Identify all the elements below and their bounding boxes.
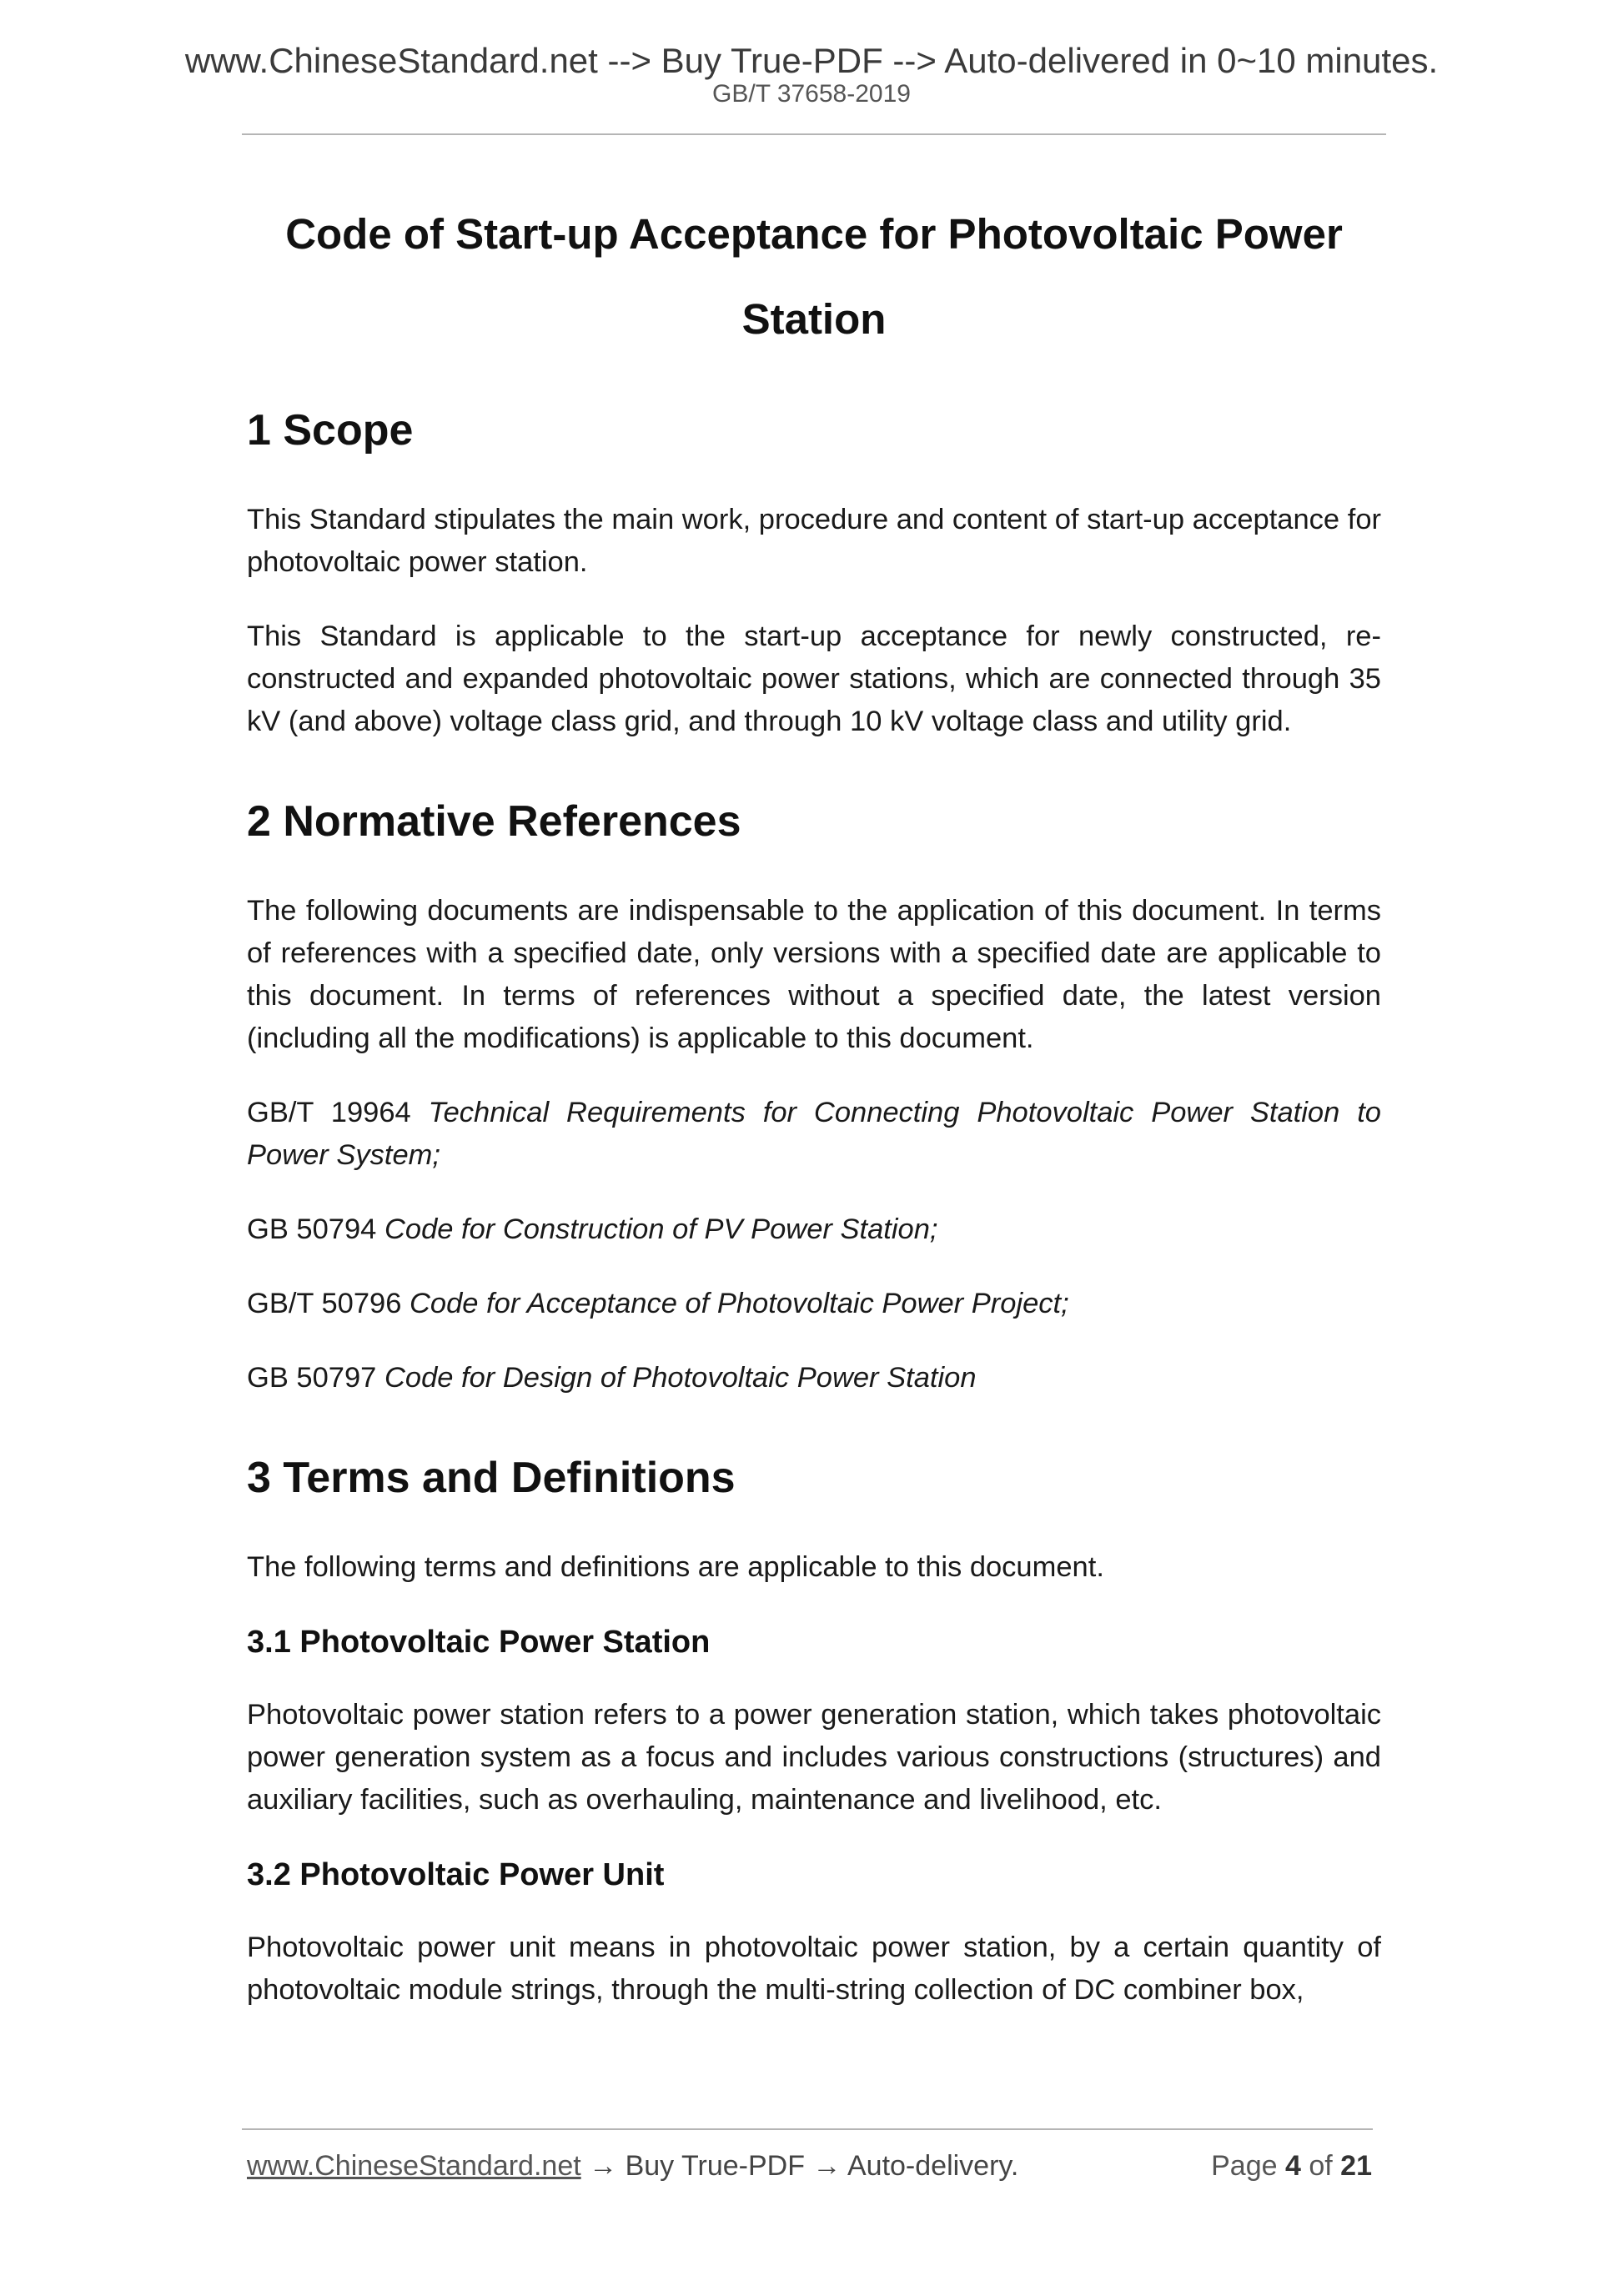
- reference-code: GB/T 50796: [247, 1288, 402, 1319]
- footer-tagline: → Buy True-PDF → Auto-delivery.: [580, 2150, 1019, 2182]
- page-indicator: [1151, 2148, 1372, 2184]
- standard-code: GB/T 37658-2019: [712, 80, 911, 108]
- reference-code: GB 50797: [247, 1362, 377, 1394]
- reference-item: [247, 1092, 1381, 1177]
- reference-title: Technical Requirements for Connecting Photovoltaic Power Station to Power System;: [247, 1097, 1381, 1171]
- reference-item: [247, 1208, 1381, 1251]
- footer-divider: [242, 2128, 1373, 2130]
- page-current: 4: [1284, 2150, 1301, 2182]
- title-line-1: Code of Start-up Acceptance for Photovoltaic Power: [285, 210, 1343, 258]
- page-label: Page: [1211, 2150, 1278, 2182]
- footer-site-link[interactable]: www.ChineseStandard.net: [247, 2150, 581, 2182]
- title-line-2: Station: [741, 295, 887, 343]
- section-heading-scope: 1 Scope: [247, 406, 414, 455]
- section-heading-terms-definitions: 3 Terms and Definitions: [247, 1454, 736, 1502]
- references-intro: The following documents are indispensable to the application of this document. In terms of references with a specified date, only versions with a specified date are applicable to this document. In terms of references without a specified date, the latest version (including all the modifications) is applicable to this document.: [247, 895, 1381, 1054]
- term-heading: 3.1 Photovoltaic Power Station: [247, 1625, 711, 1660]
- term-definition: Photovoltaic power unit means in photovoltaic power station, by a certain quantity of photovoltaic module strings, through the multi-string collection of DC combiner box,: [247, 1932, 1381, 2006]
- document-body: [247, 192, 1381, 2012]
- reference-code: GB/T 19964: [247, 1097, 411, 1128]
- header-divider: [242, 133, 1386, 135]
- reference-code: GB 50794: [247, 1213, 377, 1245]
- footer-left: [247, 2148, 1081, 2184]
- reference-item: [247, 1283, 1381, 1325]
- reference-item: [247, 1357, 1381, 1399]
- scope-paragraph-1: This Standard stipulates the main work, procedure and content of start-up acceptance for photovoltaic power station.: [247, 504, 1381, 578]
- section-heading-normative-references: 2 Normative References: [247, 797, 741, 846]
- site-banner: www.ChineseStandard.net --> Buy True-PDF --> Auto-delivered in 0~10 minutes.: [184, 41, 1439, 80]
- page-total: 21: [1340, 2150, 1372, 2182]
- reference-title: Code for Construction of PV Power Station;: [384, 1213, 938, 1245]
- reference-title: Code for Acceptance of Photovoltaic Power Project;: [410, 1288, 1069, 1319]
- document-title: [247, 192, 1381, 362]
- terms-intro: The following terms and definitions are applicable to this document.: [247, 1551, 1104, 1583]
- term-definition: Photovoltaic power station refers to a power generation station, which takes photovoltaic power generation system as a focus and includes various constructions (structures) and auxiliary facilities, such as overhauling, maintenance and livelihood, etc.: [247, 1699, 1381, 1816]
- scope-paragraph-2: This Standard is applicable to the start-up acceptance for newly constructed, re-constructed and expanded photovoltaic power stations, which are connected through 35 kV (and above) voltage class grid, and through 10 kV voltage class and utility grid.: [247, 620, 1381, 737]
- page-of: of: [1309, 2150, 1333, 2182]
- reference-title: Code for Design of Photovoltaic Power Station: [384, 1362, 977, 1394]
- term-heading: 3.2 Photovoltaic Power Unit: [247, 1857, 665, 1892]
